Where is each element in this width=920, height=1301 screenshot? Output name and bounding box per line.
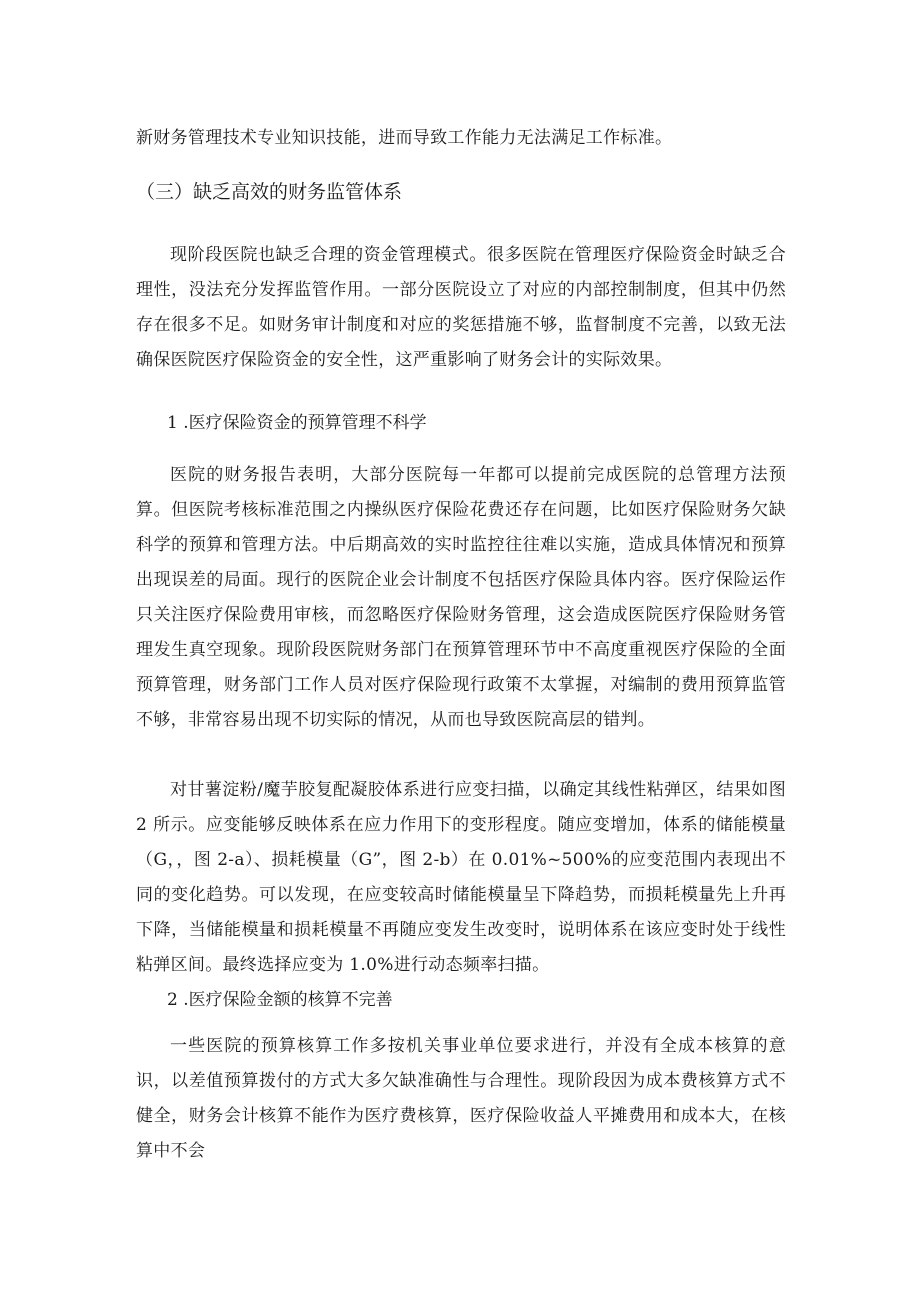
- paragraph-accounting: 一些医院的预算核算工作多按机关事业单位要求进行，并没有全成本核算的意识，以差值预算拨付的方式大多欠缺准确性与合理性。现阶段因为成本费核算方式不健全，财务会计核算不能作为医疗费核算，医疗保险收益人平摊费用和成本大，在核算中不会: [136, 1036, 786, 1161]
- intro-paragraph-tail: 新财务管理技术专业知识技能，进而导致工作能力无法满足工作标准。: [136, 128, 673, 148]
- section-heading: （三）缺乏高效的财务监管体系: [136, 181, 403, 203]
- paragraph-fund-management: 现阶段医院也缺乏合理的资金管理模式。很多医院在管理医疗保险资金时缺乏合理性，没法充分发挥监管作用。一部分医院设立了对应的内部控制制度，但其中仍然存在很多不足。如财务审计制度和对应的奖惩措施不够，监督制度不完善，以致无法确保医院医疗保险资金的安全性，这严重影响了财务会计的实际效果。: [136, 245, 786, 370]
- subheading-budget-management: 1 .医疗保险资金的预算管理不科学: [167, 413, 427, 433]
- subheading-accounting: 2 .医疗保险金额的核算不完善: [167, 990, 393, 1010]
- paragraph-strain-sweep: 对甘薯淀粉/魔芋胶复配凝胶体系进行应变扫描，以确定其线性粘弹区，结果如图 2 所示。应变能够反映体系在应力作用下的变形程度。随应变增加，体系的储能模量（G，，图 2-a）、损耗模量（G”，图 2-b）在 0.01%~500%的应变范围内表现出不同的变化趋势。可以发现，在应变较高时储能模量呈下降趋势，而损耗模量先上升再下降，当储能模量和损耗模量不再随应变发生改变时，说明体系在该应变时处于线性粘弹区间。最终选择应变为 1.0%进行动态频率扫描。: [136, 780, 786, 975]
- paragraph-budget-management: 医院的财务报告表明，大部分医院每一年都可以提前完成医院的总管理方法预算。但医院考核标准范围之内操纵医疗保险花费还存在问题，比如医疗保险财务欠缺科学的预算和管理方法。中后期高效的实时监控往往难以实施，造成具体情况和预算出现误差的局面。现行的医院企业会计制度不包括医疗保险具体内容。医疗保险运作只关注医疗保险费用审核，而忽略医疗保险财务管理，这会造成医院医疗保险财务管理发生真空现象。现阶段医院财务部门在预算管理环节中不高度重视医疗保险的全面预算管理，财务部门工作人员对医疗保险现行政策不太掌握，对编制的费用预算监管不够，非常容易出现不切实际的情况，从而也导致医院高层的错判。: [136, 465, 786, 730]
